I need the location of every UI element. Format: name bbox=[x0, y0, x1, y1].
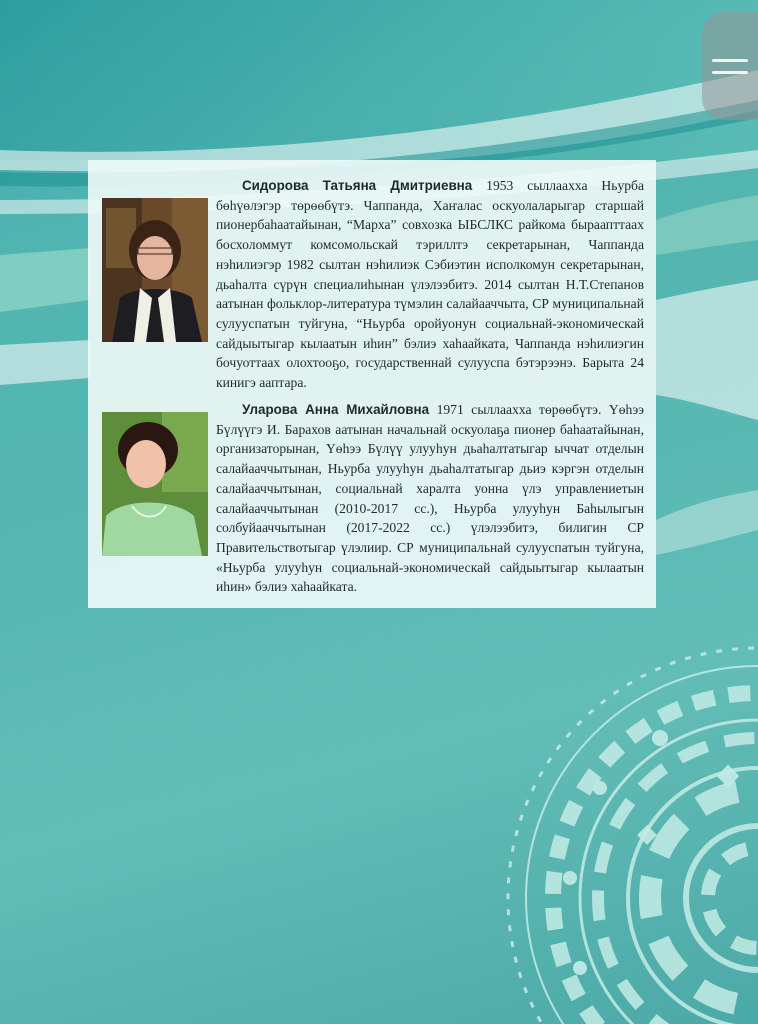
portrait-sidorova bbox=[102, 198, 208, 342]
bio-sidorova-text: 1953 сыллаахха Ньурба бөһүөлэгэр төрөөбүтэ. Чаппанда, Хаҥалас оскуолаларыгар старшай пионербаһаатайынан, “Марха” совхозка ЫБСЛКС райкома быраапттаах босхоломмут комсомольскай тэриллтэ секретарынан, Чаппанда нэһилиэгэр 1982 сылтан нэһилиэк Сэбиэтин исполкомун секретарынан, дьаһалта сүрүн специалиһынан үлэлээбитэ. 2014 сылтан Н.Т.Степанов аатынан фольклор-литература түмэлин салайааччыта, СР муниципальнай сулууспатын туйгуна, “Ньурба оройуонун социальнай-экономическай сайдыытыгар кылаатын иһин” бэлиэ хаһаайката, Чаппанда нэһилиэгин бочуоттаах олохтооҕо, государственнай сулууспа бэтэрээнэ. Барыта 24 кинигэ ааптара. bbox=[216, 178, 644, 391]
portrait-ularova bbox=[102, 412, 208, 556]
menu-button[interactable] bbox=[702, 12, 758, 120]
decorative-ornament-icon bbox=[490, 618, 758, 1024]
bio-ularova-text: 1971 сыллаахха төрөөбүтэ. Үөһээ Бүлүүгэ И. Барахов аатынан начальнай оскуолаҕа пионер баһаатайынан, организаторынан, Үөһээ Бүлүү улууһун дьаһалтатыгар ыччат отделын салайааччытынан, Ньурба улууһун дьаһалтатыгар дьиэ кэргэн отделын салайааччытынан, социальнай харалта уонна үлэ управлениетын салайааччытынан (2010-2017 сс.), Ньурба улууһун Баһылыгын солбуйааччытынан (2017-2022 сс.) үлэлээбитэ, билигин СР Правительствотыгар үлэлиир. СР муниципальнай сулууспатын туйгуна, «Ньурба улууһун социальнай-экономическай сайдыытыгар кылаатын иһин» бэлиэ хаһаайката. bbox=[216, 402, 644, 595]
bio-ularova-name: Уларова Анна Михайловна bbox=[242, 402, 430, 417]
bio-ularova bbox=[216, 400, 644, 597]
bio-sidorova-name: Сидорова Татьяна Дмитриевна bbox=[242, 178, 473, 193]
hamburger-menu-icon bbox=[712, 59, 748, 62]
bio-sidorova bbox=[216, 176, 644, 393]
hamburger-menu-icon bbox=[712, 71, 748, 74]
